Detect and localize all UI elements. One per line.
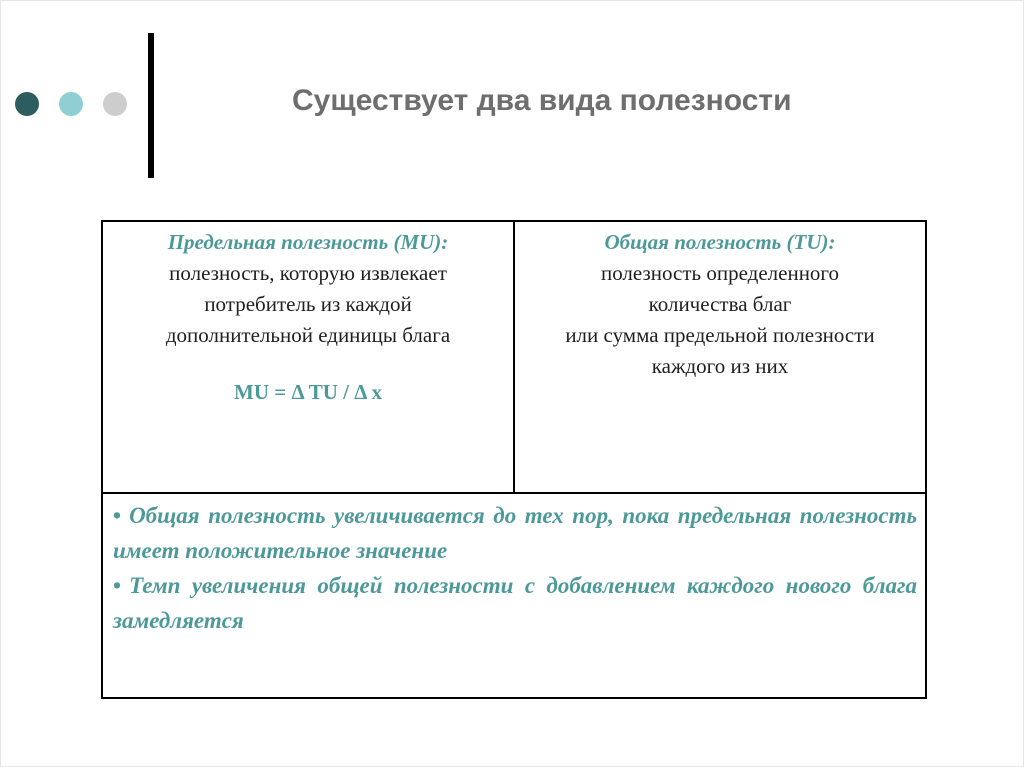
total-utility-term: Общая полезность (TU):	[604, 230, 836, 254]
total-utility-line-1: полезность определенного	[600, 261, 840, 285]
note-item	[113, 498, 917, 568]
dark-teal-dot-icon	[15, 92, 39, 116]
total-utility-line-4: каждого из них	[651, 354, 789, 378]
notes-row	[102, 493, 926, 698]
slide-title: Существует два вида полезности	[292, 84, 792, 117]
total-utility-cell	[514, 221, 926, 493]
bullet-icon: •	[113, 503, 122, 528]
marginal-utility-line-1: полезность, которую извлекает	[169, 261, 447, 285]
bullet-icon: •	[113, 573, 122, 598]
marginal-utility-line-2: потребитель из каждой	[204, 292, 412, 316]
note-item	[113, 568, 917, 638]
definitions-row	[102, 221, 926, 493]
notes-list	[103, 494, 925, 638]
light-teal-dot-icon	[59, 92, 83, 116]
marginal-utility-cell	[102, 221, 514, 493]
utility-table	[101, 220, 927, 699]
total-utility-definition	[515, 222, 925, 382]
marginal-utility-term: Предельная полезность (MU):	[167, 230, 449, 254]
marginal-utility-definition	[103, 222, 513, 408]
note-text-1: Общая полезность увеличивается до тех пор, пока предельная полезность имеет положительное значение	[113, 503, 917, 563]
total-utility-line-3: или сумма предельной полезности	[565, 323, 875, 347]
total-utility-line-2: количества благ	[648, 292, 792, 316]
marginal-utility-formula: MU = Δ TU / Δ x	[234, 380, 382, 404]
marginal-utility-line-3: дополнительной единицы блага	[165, 323, 451, 347]
title-divider-bar	[148, 33, 154, 178]
notes-cell	[102, 493, 926, 698]
gray-dot-icon	[103, 92, 127, 116]
note-text-2: Темп увеличения общей полезности с добавлением каждого нового блага замедляется	[113, 573, 917, 633]
